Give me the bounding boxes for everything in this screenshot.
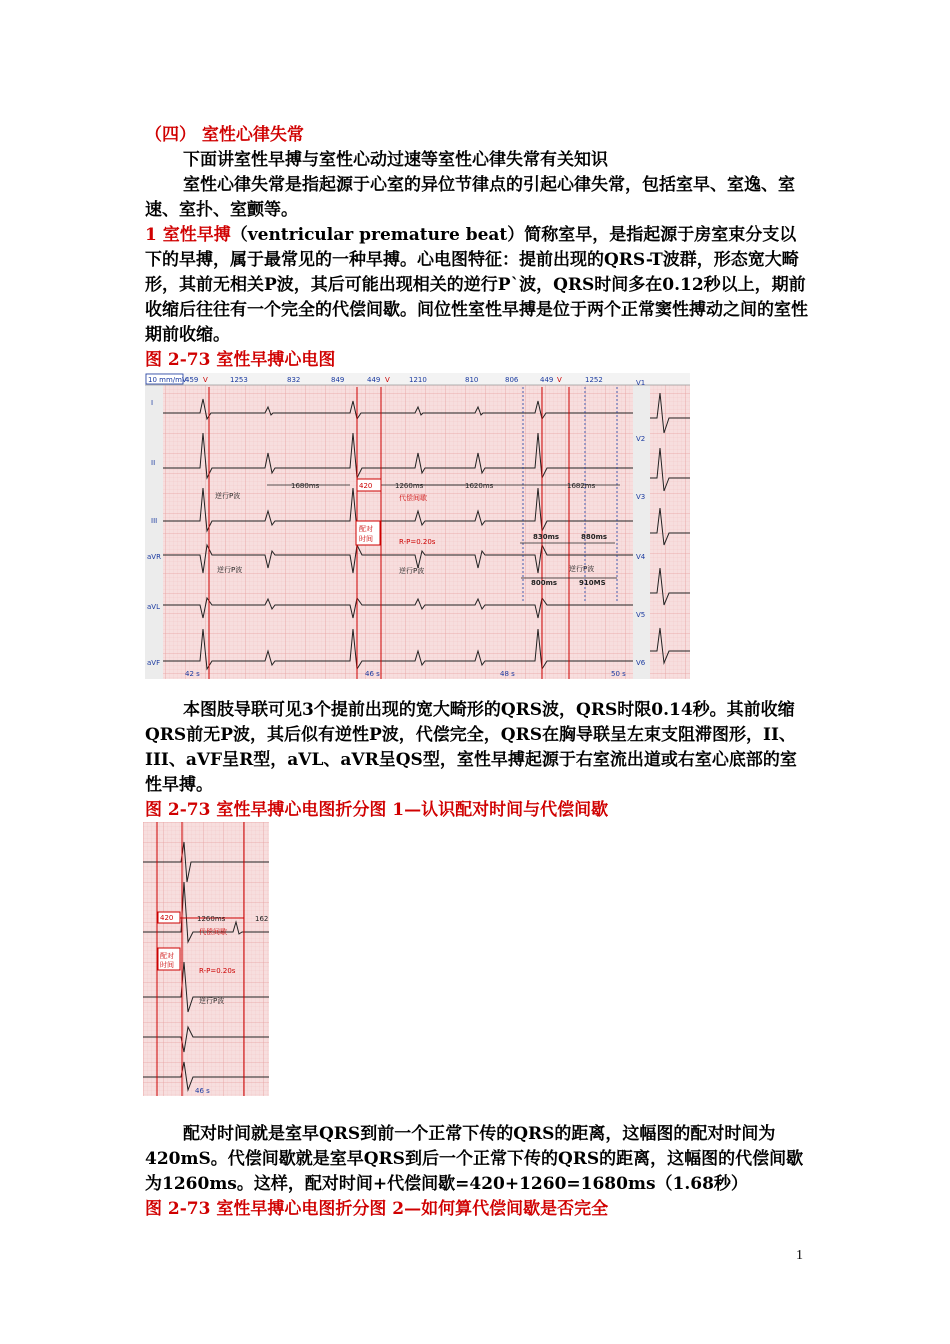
interval-label: 1682ms xyxy=(567,482,596,490)
annotation-label: 配对 xyxy=(359,525,373,533)
figure1-ecg xyxy=(145,373,690,679)
figure2-caption: 图 2-73 室性早搏心电图折分图 1—认识配对时间与代偿间歇 xyxy=(145,800,609,820)
lead-label: V3 xyxy=(636,493,646,501)
interval-label: 910MS xyxy=(579,579,606,587)
lead-label: aVL xyxy=(147,603,160,611)
lead-label: II xyxy=(151,459,156,467)
interval-label: 162 xyxy=(255,915,269,923)
rr-value: 810 xyxy=(465,376,479,384)
lead-label: III xyxy=(151,517,158,525)
rr-value: 832 xyxy=(287,376,301,384)
item1-text: （ventricular premature beat）简称室早，是指起源于房室束分支以下的早搏，属于最常见的一种早搏。心电图特征：提前出现的QRS-T波群，形态宽大畸形，其前无相关P波，其后可能出现相关的逆行P`波，QRS时间多在0.12秒以上，期前收缩后往往有一个完全的代偿间歇。间位性室性早搏是位于两个正常窦性搏动之间的室性期前收缩。 xyxy=(145,225,808,345)
intro-line: 下面讲室性早搏与室性心动过速等室性心律失常有关知识 xyxy=(183,150,608,170)
annotation-label: R-P=0.20s xyxy=(199,967,236,975)
interval-label: 420 xyxy=(359,482,373,490)
lead-label: V5 xyxy=(636,611,646,619)
interval-label: 1680ms xyxy=(291,482,320,490)
lead-label: aVR xyxy=(147,553,161,561)
pvc-marker: V xyxy=(557,376,562,384)
lead-label: V6 xyxy=(636,659,646,667)
figure2-ecg xyxy=(143,822,269,1096)
annotation-label: 逆行P波 xyxy=(215,492,241,500)
annotation-label: 时间 xyxy=(359,535,373,543)
item1-paragraph xyxy=(145,223,810,348)
annotation-label: 配对 xyxy=(160,952,174,960)
rr-value: 449 xyxy=(540,376,554,384)
rr-value: 849 xyxy=(331,376,345,384)
figure1-description: 本图肢导联可见3个提前出现的宽大畸形的QRS波，QRS时限0.14秒。其前收缩QRS前无P波，其后似有逆性P波，代偿完全，QRS在胸导联呈左束支阻滞图形，II、III、aVF呈R型，aVL、aVR呈QS型，室性早搏起源于右室流出道或右室心底部的室性早搏。 xyxy=(145,700,797,795)
definition-paragraph: 室性心律失常是指起源于心室的异位节律点的引起心律失常，包括室早、室逸、室速、室扑、室颤等。 xyxy=(145,175,795,220)
interval-label: 420 xyxy=(160,914,174,922)
annotation-label: 代偿间歇 xyxy=(199,928,227,936)
rr-value: 1253 xyxy=(230,376,248,384)
annotation-label: 逆行P波 xyxy=(199,997,225,1005)
annotation-label: 逆行P波 xyxy=(399,567,425,575)
lead-label: V2 xyxy=(636,435,646,443)
interval-label: 1620ms xyxy=(465,482,494,490)
scale-label: 10 mm/mV xyxy=(148,376,187,384)
annotation-label: 逆行P波 xyxy=(569,565,595,573)
rr-value: 1210 xyxy=(409,376,427,384)
time-label: 46 s xyxy=(365,670,380,678)
rr-value: 449 xyxy=(367,376,381,384)
lead-label: V1 xyxy=(636,379,646,387)
lead-label: V4 xyxy=(636,553,646,561)
page-number: 1 xyxy=(796,1248,803,1263)
interval-label: 1260ms xyxy=(395,482,424,490)
interval-label: 880ms xyxy=(581,533,608,541)
ecg-image-12-lead xyxy=(145,373,690,679)
coupling-paragraph: 配对时间就是室早QRS到前一个正常下传的QRS的距离，这幅图的配对时间为420mS。代偿间歇就是室早QRS到后一个正常下传的QRS的距离，这幅图的代偿间歇为1260ms。这样，配对时间+代偿间歇=420+1260=1680ms（1.68秒） xyxy=(145,1124,804,1194)
time-label: 42 s xyxy=(185,670,200,678)
time-label: 46 s xyxy=(195,1087,210,1095)
item1-heading: 1 室性早搏 xyxy=(145,225,231,245)
annotation-label: 逆行P波 xyxy=(217,566,243,574)
lead-label: aVF xyxy=(147,659,161,667)
figure3-caption: 图 2-73 室性早搏心电图折分图 2—如何算代偿间歇是否完全 xyxy=(145,1199,609,1219)
rr-value: 1252 xyxy=(585,376,603,384)
interval-label: 800ms xyxy=(531,579,558,587)
time-label: 48 s xyxy=(500,670,515,678)
rr-value: 459 xyxy=(185,376,199,384)
ecg-image-detail xyxy=(143,822,269,1096)
annotation-label: 代偿间歇 xyxy=(399,494,427,502)
pvc-marker: V xyxy=(203,376,208,384)
time-label: 50 s xyxy=(611,670,626,678)
pvc-marker: V xyxy=(385,376,390,384)
section-title: （四） 室性心律失常 xyxy=(145,125,304,145)
lead-label: I xyxy=(151,399,154,407)
interval-label: 830ms xyxy=(533,533,560,541)
annotation-label: R-P=0.20s xyxy=(399,538,436,546)
annotation-label: 时间 xyxy=(160,961,174,969)
figure1-caption: 图 2-73 室性早搏心电图 xyxy=(145,350,336,370)
interval-label: 1260ms xyxy=(197,915,226,923)
rr-value: 806 xyxy=(505,376,519,384)
